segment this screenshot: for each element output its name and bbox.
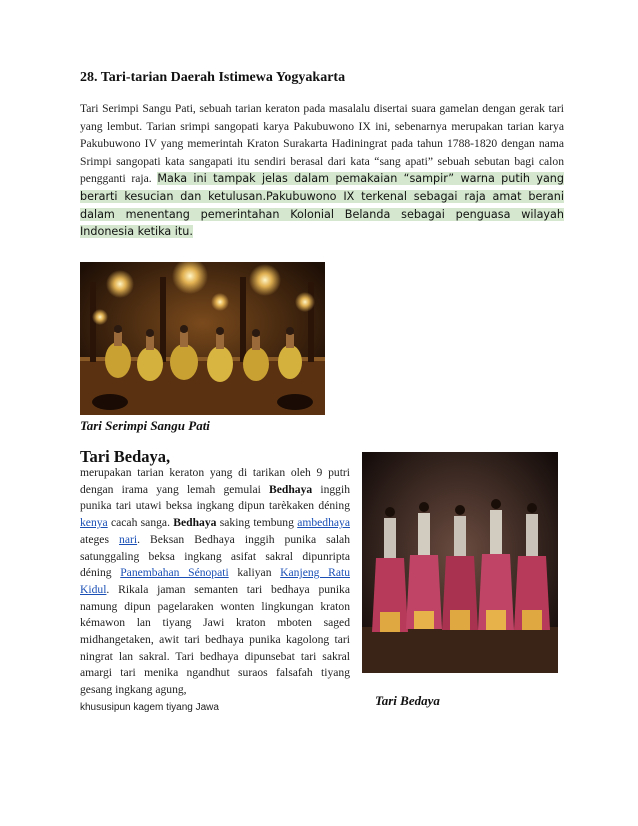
serimpi-text: Tari Serimpi Sangu Pati, sebuah tarian keraton pada masalalu disertai suara gamelan dengan gerak tari yang lembut. Tarian srimpi sangopati karya Pakubuwono IX ini, sebenarnya merupakan tarian karya Pakubuwono IV yang memerintah Kraton Surakarta Hadiningrat pada tahun 1788-1820 dengan nama Srimpi sangopati kata sangapati itu sendiri berasal dari kata “sang apati” sebuah sebutan bagi calon pengganti raja. [80, 102, 564, 186]
link-kenya[interactable]: kenya [80, 516, 108, 530]
bedaya-caption: Tari Bedaya [375, 693, 440, 708]
bedhaya-term-1: Bedhaya [269, 482, 313, 496]
link-kanjeng-ratu-kidul[interactable]: Kanjeng Ratu Kidul [80, 566, 350, 596]
bedaya-text-1: merupakan tarian keraton yang di tarikan oleh 9 putri dengan irama yang lemah gemulai [80, 466, 350, 496]
bedaya-dance-photo [362, 452, 558, 673]
bedaya-photo-drawing [362, 452, 558, 673]
bedaya-text-9: khususipun kagem tiyang Jawa [80, 701, 219, 713]
section-heading: 28. Tari-tarian Daerah Istimewa Yogyakarta [80, 70, 346, 85]
serimpi-photo-drawing [80, 262, 325, 415]
link-panembahan-senopati[interactable]: Panembahan Sénopati [120, 566, 229, 580]
serimpi-paragraph [80, 100, 564, 241]
bedaya-text-6: . Beksan Bedhaya inggih punika salah satunggaling beksa ingkang asifat sakral dipunripta déning [80, 532, 350, 580]
serimpi-dance-photo [80, 262, 325, 415]
link-nari[interactable]: nari [119, 532, 138, 546]
bedaya-text-4: saking tembung [216, 516, 298, 530]
bedaya-paragraph [80, 465, 350, 717]
bedaya-text-8: . Rikala jaman semanten tari bedhaya punika namung dipun pagelaraken wonten lingkungan kraton kémawon lan tiyang Jawi kraton mboten saged midhangetaken, awit tari bedhaya punika kagolong tari ningrat lan sakral. Tari bedhaya dipunsebat tari sakral amargi tari menika ngandhut suraos falsafah tiyang gesang ingkang agung, [80, 582, 350, 697]
serimpi-caption: Tari Serimpi Sangu Pati [80, 418, 210, 433]
bedaya-text-2: inggih punika tari utawi beksa ingkang dipun tarèkaken déning [80, 482, 351, 513]
bedaya-title: Tari Bedaya, [80, 447, 171, 466]
bedhaya-term-2: Bedhaya [173, 516, 217, 530]
link-ambedhaya[interactable]: ambedhaya [297, 516, 350, 530]
highlighted-text: Maka ini tampak jelas dalam pemakaian “sampir” warna putih yang berarti kesucian dan ketulusan.Pakubuwono IX terkenal sebagai raja amat berani dalam menentang pemerintahan Kolonial Belanda sebagai penguasa wilayah Indonesia ketika itu. [80, 172, 564, 239]
bedaya-text-7: kaliyan [228, 566, 281, 580]
bedaya-text-5: ateges [80, 532, 120, 546]
bedaya-text-3: cacah sanga. [107, 516, 174, 530]
